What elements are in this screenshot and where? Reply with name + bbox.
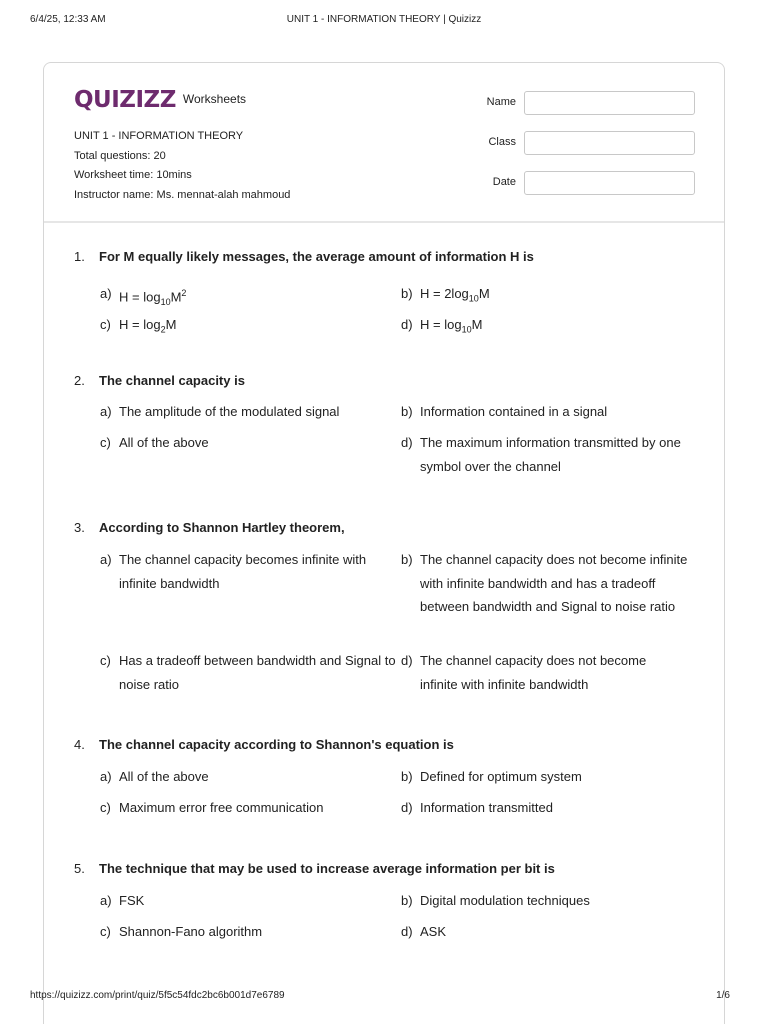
option-text: Digital modulation techniques	[420, 893, 590, 908]
option-letter: d)	[401, 924, 413, 939]
option-letter: c)	[100, 653, 111, 668]
worksheet-time: Worksheet time: 10mins	[74, 169, 192, 181]
date-field-row	[456, 171, 696, 195]
date-label: Date	[492, 176, 516, 188]
option-letter: d)	[401, 800, 413, 815]
option-letter: b)	[401, 286, 413, 301]
name-label: Name	[486, 96, 516, 108]
question-number: 4.	[74, 737, 85, 752]
option-letter: a)	[100, 404, 112, 419]
option-text: Shannon-Fano algorithm	[119, 924, 263, 939]
logo-wordmark: QUIZIZZ	[74, 87, 176, 113]
quizizz-logo	[74, 85, 246, 113]
option-text: Defined for optimum system	[420, 769, 582, 784]
worksheet-meta	[74, 127, 290, 205]
option-letter: c)	[100, 800, 111, 815]
option-text: $H = \log_{10}M$	[420, 317, 483, 335]
class-field-row	[456, 131, 696, 155]
class-label: Class	[488, 136, 516, 148]
question-text: According to Shannon Hartley theorem,	[99, 520, 345, 535]
option-letter: a)	[100, 552, 112, 567]
option-letter: d)	[401, 435, 413, 450]
question-text: For M equally likely messages, the average amount of information H is	[99, 249, 534, 264]
option-letter: a)	[100, 769, 112, 784]
option-letter: c)	[100, 435, 111, 450]
worksheet	[43, 62, 725, 1024]
option-text: $H = 2\log_{10}M$	[420, 286, 490, 304]
date-field[interactable]	[524, 171, 695, 195]
question-number: 1.	[74, 249, 85, 264]
instructor-name: Instructor name: Ms. mennat-alah mahmoud	[74, 188, 291, 201]
option-letter: d)	[401, 653, 413, 668]
total-questions: Total questions: 20	[74, 149, 166, 162]
worksheet-title: UNIT 1 - INFORMATION THEORY	[74, 130, 244, 142]
option-text: All of the above	[119, 435, 209, 450]
option-text: $H = \log_2M$	[119, 317, 177, 335]
option-text: The maximum information transmitted by one symbol over the channel	[420, 435, 681, 474]
option-text: Information contained in a signal	[420, 404, 608, 419]
question-text: The channel capacity according to Shannon's equation is	[99, 737, 454, 752]
option-text: All of the above	[119, 769, 209, 784]
option-letter: b)	[401, 769, 413, 784]
option-letter: a)	[100, 893, 112, 908]
option-text: ASK	[420, 924, 447, 939]
option-text: Has a tradeoff between bandwidth and Signal to noise ratio	[119, 653, 396, 692]
print-page-title: UNIT 1 - INFORMATION THEORY | Quizizz	[286, 14, 482, 25]
question-text: The technique that may be used to increase average information per bit is	[99, 861, 555, 876]
option-text: Maximum error free communication	[119, 800, 324, 815]
option-text: The channel capacity does not become infinite with infinite bandwidth and has a tradeoff between bandwidth and Signal to noise ratio	[420, 552, 688, 614]
option-letter: c)	[100, 317, 111, 332]
option-text: The channel capacity becomes infinite with infinite bandwidth	[119, 552, 367, 591]
logo-subtitle: Worksheets	[182, 92, 247, 106]
option-text: The channel capacity does not become infinite with infinite bandwidth	[420, 653, 647, 692]
name-field[interactable]	[524, 91, 695, 115]
print-url[interactable]: https://quizizz.com/print/quiz/5f5c54fdc2bc6b001d7e6789	[30, 990, 285, 1001]
worksheet-header	[44, 63, 724, 223]
class-field[interactable]	[524, 131, 695, 155]
option-letter: b)	[401, 404, 413, 419]
question-number: 2.	[74, 373, 85, 388]
question-number: 3.	[74, 520, 85, 535]
option-letter: b)	[401, 552, 413, 567]
option-text: FSK	[119, 893, 145, 908]
option-letter: b)	[401, 893, 413, 908]
option-letter: a)	[100, 286, 112, 301]
print-date: 6/4/25, 12:33 AM	[30, 14, 106, 25]
print-header	[30, 14, 738, 28]
option-text: Information transmitted	[420, 800, 553, 815]
option-letter: d)	[401, 317, 413, 332]
option-letter: c)	[100, 924, 111, 939]
question-number: 5.	[74, 861, 85, 876]
question-text: The channel capacity is	[99, 373, 245, 388]
print-footer	[30, 990, 738, 1004]
name-field-row	[456, 91, 696, 115]
option-text: $H = \log_{10}M^2$	[119, 288, 187, 307]
option-text: The amplitude of the modulated signal	[119, 404, 340, 419]
page-number: 1/6	[716, 990, 730, 1001]
